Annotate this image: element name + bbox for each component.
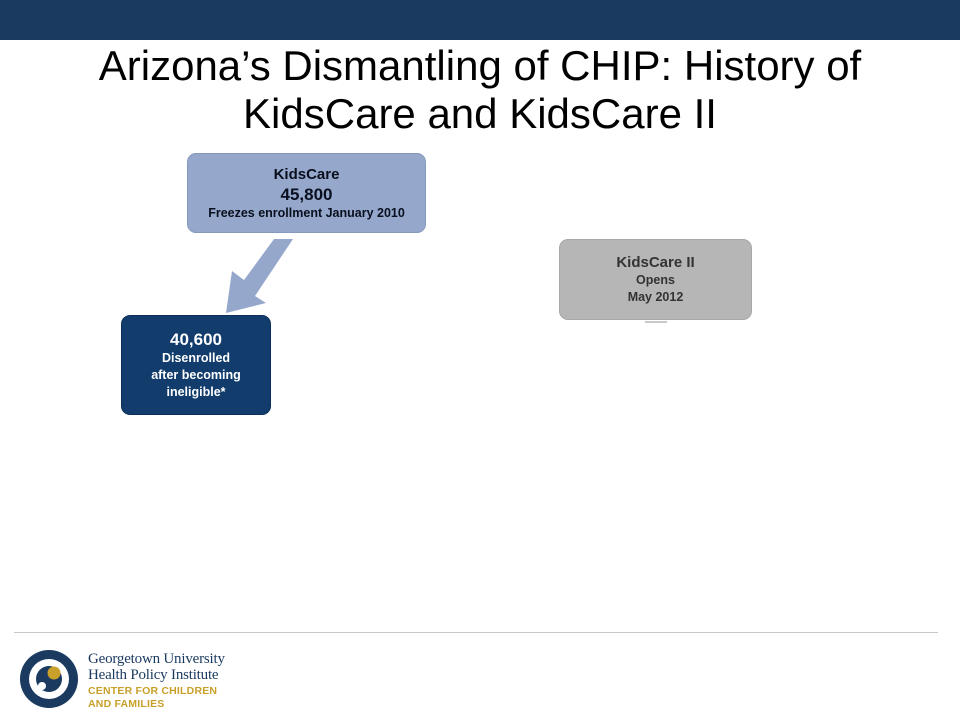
slide-title-line-2: KidsCare and KidsCare II xyxy=(243,90,717,137)
kidscare-box xyxy=(187,153,426,233)
disenrolled-count: 40,600 xyxy=(170,330,222,349)
kidscare-count: 45,800 xyxy=(280,185,333,204)
disenrolled-line-2: after becoming xyxy=(151,368,241,382)
disenrolled-line-3: ineligible* xyxy=(166,385,226,399)
kidscare-note: Freezes enrollment January 2010 xyxy=(208,206,405,220)
slide-title-line-1: Arizona’s Dismantling of CHIP: History of xyxy=(98,42,862,89)
kidscare-ii-box xyxy=(559,239,752,320)
kidscare-ii-line-2: May 2012 xyxy=(627,290,684,304)
kidscare-title: KidsCare xyxy=(273,166,340,183)
disenrolled-box xyxy=(121,315,271,415)
disenrolled-line-1: Disenrolled xyxy=(161,351,231,365)
kidscare-ii-title: KidsCare II xyxy=(616,254,695,271)
footer-logo-text xyxy=(88,651,225,711)
footer-divider xyxy=(14,632,938,633)
kidscare-ii-connector-stub xyxy=(645,321,667,323)
arrow-shape xyxy=(226,239,293,313)
logo-line-3: CENTER FOR CHILDREN xyxy=(88,685,218,697)
logo-line-1: Georgetown University xyxy=(88,651,225,667)
georgetown-logo-icon xyxy=(18,648,80,710)
logo-line-2: Health Policy Institute xyxy=(88,667,219,683)
kidscare-ii-line-1: Opens xyxy=(636,273,675,287)
logo-line-4: AND FAMILIES xyxy=(88,698,165,710)
